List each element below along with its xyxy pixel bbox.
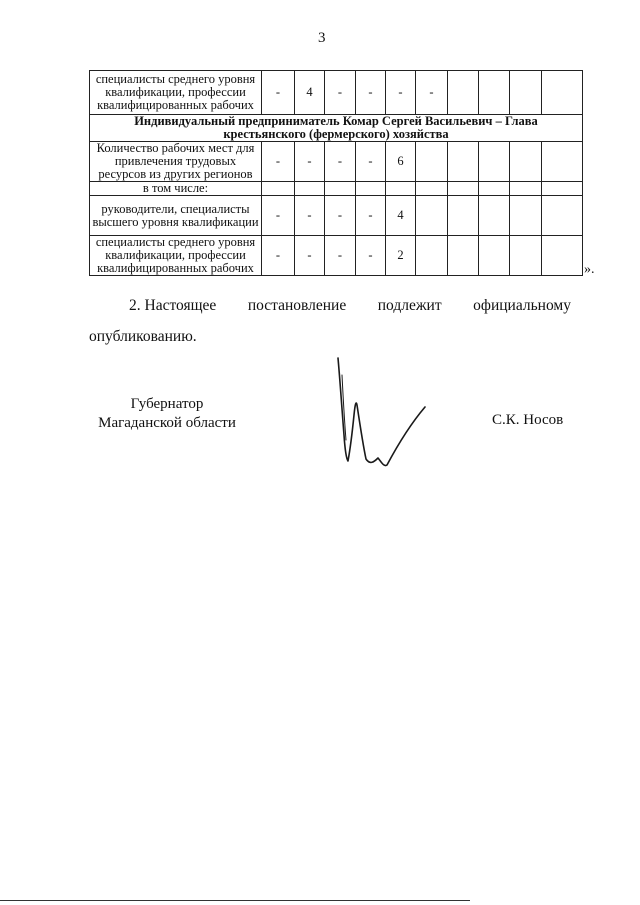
table-cell: - <box>295 236 325 276</box>
table-org-row <box>90 115 583 142</box>
handwritten-signature <box>330 355 430 480</box>
page-number: 3 <box>318 30 326 46</box>
table-cell <box>479 71 510 115</box>
table-cell <box>510 182 542 196</box>
table-cell: - <box>416 71 448 115</box>
organization-heading: Индивидуальный предприниматель Комар Сергей Васильевич – Глава крестьянского (фермерского) хозяйства <box>90 115 583 142</box>
signer-title <box>92 395 242 433</box>
table-cell: - <box>295 196 325 236</box>
paragraph-word: постановление <box>247 297 347 314</box>
table-cell <box>542 71 583 115</box>
signer-title-line: Магаданской области <box>98 415 236 431</box>
table-cell <box>416 196 448 236</box>
row-label: в том числе: <box>90 182 262 196</box>
table-row <box>90 142 583 182</box>
table-row <box>90 196 583 236</box>
table-cell: - <box>325 236 356 276</box>
footer-rule <box>0 900 470 901</box>
table-cell: - <box>356 142 386 182</box>
data-table <box>89 70 583 276</box>
paragraph-line-1 <box>89 290 571 321</box>
table-cell <box>510 71 542 115</box>
table-cell <box>448 182 479 196</box>
table-cell: - <box>356 71 386 115</box>
table-cell <box>448 71 479 115</box>
table-cell <box>295 182 325 196</box>
paragraph-word: 2. Настоящее <box>129 297 217 314</box>
table-cell: - <box>356 196 386 236</box>
table-cell <box>542 142 583 182</box>
table-cell: - <box>262 196 295 236</box>
table-cell: - <box>262 142 295 182</box>
row-label: специалисты среднего уровня квалификации, профессии квалифицированных рабочих <box>90 71 262 115</box>
table-cell <box>325 182 356 196</box>
table-cell <box>479 182 510 196</box>
signer-title-line: Губернатор <box>130 396 204 412</box>
table-row <box>90 71 583 115</box>
table-cell <box>416 182 448 196</box>
table-cell <box>262 182 295 196</box>
table-cell: 4 <box>386 196 416 236</box>
table-cell: - <box>262 236 295 276</box>
table-cell <box>479 142 510 182</box>
table-cell: 6 <box>386 142 416 182</box>
table-row <box>90 182 583 196</box>
row-label: специалисты среднего уровня квалификации, профессии квалифицированных рабочих <box>90 236 262 276</box>
table-cell <box>448 236 479 276</box>
table-cell <box>510 196 542 236</box>
table-cell: - <box>386 71 416 115</box>
signer-name: С.К. Носов <box>492 412 564 428</box>
row-label: руководители, специалисты высшего уровня квалификации <box>90 196 262 236</box>
table-cell <box>416 236 448 276</box>
table-cell: - <box>325 71 356 115</box>
table-cell <box>356 182 386 196</box>
table-cell: - <box>295 142 325 182</box>
row-label: Количество рабочих мест для привлечения трудовых ресурсов из других регионов <box>90 142 262 182</box>
paragraph-line-2: опубликованию. <box>89 328 197 345</box>
table-cell: - <box>325 196 356 236</box>
table-cell <box>510 142 542 182</box>
table-cell: 2 <box>386 236 416 276</box>
table-cell <box>542 196 583 236</box>
closing-quote: ». <box>584 262 595 277</box>
table-cell <box>479 236 510 276</box>
paragraph-word: официальному <box>473 297 571 314</box>
table-cell: - <box>356 236 386 276</box>
table-cell <box>510 236 542 276</box>
paragraph-2 <box>89 290 571 352</box>
paragraph-word: подлежит <box>377 297 442 314</box>
table-cell <box>479 196 510 236</box>
table-cell: - <box>325 142 356 182</box>
table-cell <box>542 182 583 196</box>
table-cell <box>386 182 416 196</box>
table-cell <box>448 196 479 236</box>
table-cell <box>448 142 479 182</box>
table-cell <box>542 236 583 276</box>
table-cell: 4 <box>295 71 325 115</box>
table-cell <box>416 142 448 182</box>
table-row <box>90 236 583 276</box>
table-cell: - <box>262 71 295 115</box>
